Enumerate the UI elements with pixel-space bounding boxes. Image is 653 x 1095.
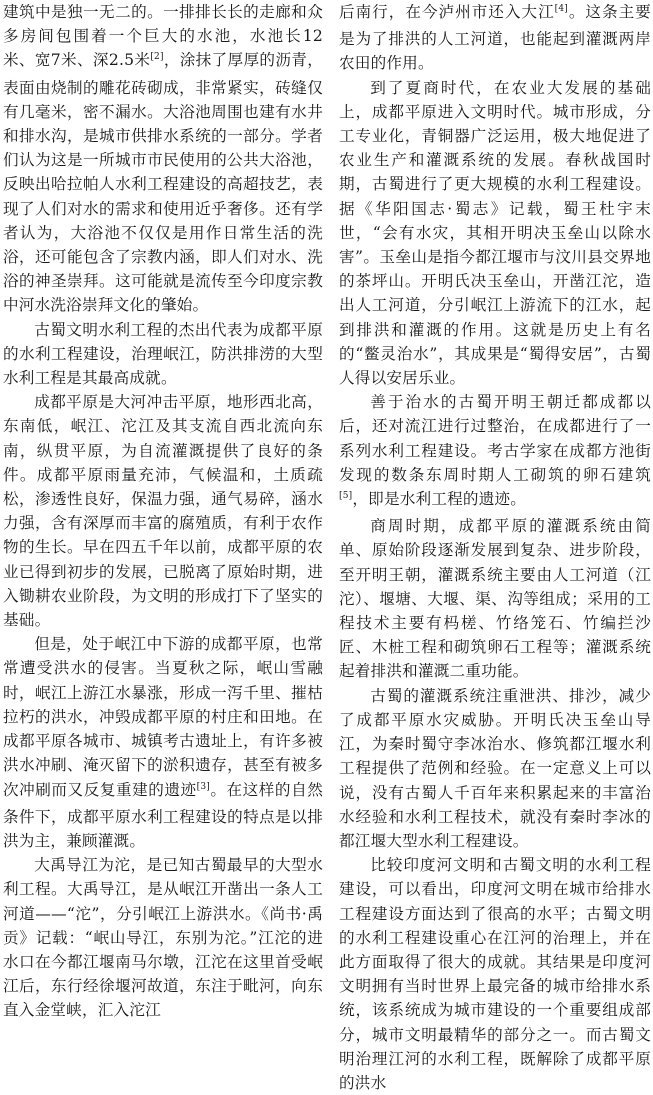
left-column xyxy=(3,0,323,1023)
left-paragraph-3: 成都平原是大河冲击平原，地形西北高，东南低，岷江、沱江及其支流自西北流向东南，纵贯平原，为自流灌溉提供了良好的条件。成都平原雨量充沛，气候温和，土质疏松，渗透性良好，保温力强，通气易碎，涵水力强，含有深厚而丰富的腐殖质，有利于农作物的生长。早在四五千年以前，成都平原的农业已得到初步的发展，已脱离了原始时期，进入锄耕农业阶段，为文明的形成打下了坚实的基础。 xyxy=(3,393,323,630)
left-paragraph-5: 大禹导江为沱，是已知古蜀最早的大型水利工程。大禹导江，是从岷江开凿出一条人工河道——“沱”，分引岷江上游洪水。《尚书·禹贡》记载：“岷山导江，东别为沱。”江沱的进水口在今都江堰南马尔墩，江沱在这里首受岷江后，东行经徐堰河故道，东注于毗河，向东直入金堂峡，汇入沱江 xyxy=(3,856,323,1020)
footnote-ref-3[interactable]: [3] xyxy=(196,781,211,792)
right-paragraph-6: 比较印度河文明和古蜀文明的水利工程建设，可以看出，印度河文明在城市给排水工程建设方面达到了很高的水平；古蜀文明的水利工程建设重心在江河的治理上，并在此方面取得了很大的成就。其结果是印度河文明拥有当时世界上最完备的城市给排水系统，该系统成为城市建设的一个重要组成部分，城市文明最精华的部分之一。而古蜀文明治理江河的水利工程，既解除了成都平原的洪水 xyxy=(339,856,651,1092)
right-paragraph-4: 商周时期，成都平原的灌溉系统由简单、原始阶段逐渐发展到复杂、进步阶段，至开明王朝，灌溉系统主要由人工河道（江沱）、堰塘、大堰、渠、沟等组成；采用的工程技术主要有杩槎、竹络笼石、竹编拦沙匠、木桩工程和砌筑卵石工程等；灌溉系统起着排洪和灌溉二重功能。 xyxy=(339,517,651,681)
right-column xyxy=(339,0,651,1095)
footnote-ref-4[interactable]: [4] xyxy=(554,4,569,14)
right-paragraph-2: 到了夏商时代，在农业大发展的基础上，成都平原进入文明时代。城市形成，分工专业化，青铜器广泛运用，极大地促进了农业生产和灌溉系统的发展。春秋战国时期，古蜀进行了更大规模的水利工程建设。据《华阳国志·蜀志》记载，蜀王杜宇末世，“会有水灾，其相开明决玉垒山以除水害”。玉垒山是指今都江堰市与汶川县交界地的茶坪山。开明氏决玉垒山，开凿江沱，造出人工河道，分引岷江上游流下的江水，起到排洪和灌溉的作用。这就是历史上有名的“鳖灵治水”，其成果是“蜀得安居”，古蜀人得以安居乐业。 xyxy=(339,78,651,388)
left-paragraph-2: 古蜀文明水利工程的杰出代表为成都平原的水利工程建设，治理岷江，防洪排涝的大型水利工程是其最高成就。 xyxy=(3,320,323,388)
right-paragraph-1: 后南行，在今泸州市还入大江[4]。这条主要是为了排洪的人工河道，也能起到灌溉两岸农田的作用。 xyxy=(339,3,651,73)
right-paragraph-3: 善于治水的古蜀开明王朝迁都成都以后，还对流江进行过整治，在成都进行了一系列水利工程建设。考古学家在成都方池街发现的数条东周时期人工砌筑的卵石建筑[5]，即是水利工程的遗迹。 xyxy=(339,393,651,509)
left-paragraph-4: 但是，处于岷江中下游的成都平原，也常常遭受洪水的侵害。当夏秋之际，岷山雪融时，岷江上游江水暴涨，形成一泻千里、摧枯拉朽的洪水，冲毁成都平原的村庄和田地。在成都平原各城市、城镇考古遗址上，有许多被洪水冲刷、淹灭留下的淤积遗存，甚至有被多次冲刷而又反复重建的遗迹[3]。在这样的自然条件下，成都平原水利工程建设的特点是以排洪为主，兼顾灌溉。 xyxy=(3,635,323,850)
left-paragraph-1: 建筑中是独一无二的。一排排长长的走廊和众多房间包围着一个巨大的水池，水池长12米、宽7米、深2.5米[2]，涂抹了厚厚的沥青，表面由烧制的雕花砖砌成，非常紧实，砖缝仅有几毫米，密不漏水。大浴池周围也建有水井和排水沟，是城市供排水系统的一部分。学者们认为这是一所城市市民使用的公共大浴池，反映出哈拉帕人水利工程建设的高超技艺，表现了人们对水的需求和使用近乎奢侈。还有学者认为，大浴池不仅仅是用作日常生活的洗浴，还可能包含了宗教内涵，即人们对水、洗浴的神圣崇拜。这可能就是流传至今印度宗教中河水洗浴崇拜文化的肇始。 xyxy=(3,3,323,315)
footnote-ref-5[interactable]: [5] xyxy=(339,491,353,502)
right-paragraph-5: 古蜀的灌溉系统注重泄洪、排沙，减少了成都平原水灾威胁。开明氏决玉垒山导江，为秦时蜀守李冰治水、修筑都江堰水利工程提供了范例和经验。在一定意义上可以说，没有古蜀人千百年来积累起来的丰富治水经验和水利工程技术，就没有秦时李冰的都江堰大型水利工程建设。 xyxy=(339,686,651,850)
footnote-ref-2[interactable]: [2] xyxy=(150,52,164,63)
